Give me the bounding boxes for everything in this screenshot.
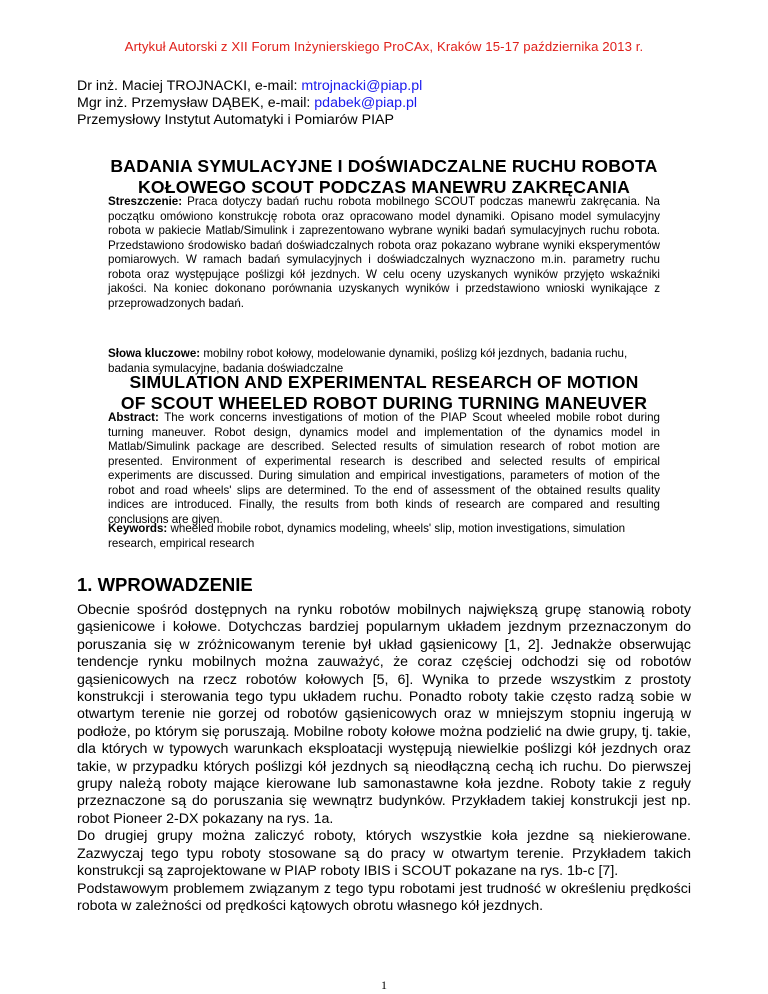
title-polish-line: KOŁOWEGO SCOUT PODCZAS MANEWRU ZAKRĘCANIA (137, 177, 630, 197)
title-english (80, 372, 688, 414)
keywords-english (108, 522, 660, 551)
body-paragraph: Obecnie spośród dostępnych na rynku robotów mobilnych największą grupę stanowią roboty gąsienicowe i kołowe. Dotychczas bardziej popularnym układem jezdnym przeznaczonym do poruszania się w zróżnicowanym terenie był układ gąsienicowy [1, 2]. Jednakże obserwując tendencje rynku mobilnych można zauważyć, że coraz częściej odchodzi się od robotów gąsienicowych na rzecz robotów kołowych [5, 6]. Wynika to przede wszystkim z prostoty konstrukcji i sterowania tego typu układem ruchu. Ponadto roboty takie często radzą sobie w otwartym terenie nie gorzej od robotów gąsienicowych oraz w mniejszym stopniu ingerują w podłoże, po którym się poruszają. Mobilne roboty kołowe można podzielić na dwie grupy, tj. takie, dla których w typowych warunkach eksploatacji występują niewielkie poślizgi kół jezdnych oraz takie, w przypadku których poślizgi kół jezdnych są nieodłączną cechą ich ruchu. Do pierwszej grupy należą roboty mające kierowane lub samonastawne koła jezdne. Roboty takie z reguły przeznaczone są do poruszania się wewnątrz budynków. Przykładem takiej konstrukcji jest np. robot Pioneer 2-DX pokazany na rys. 1a. (77, 602, 691, 827)
section-heading: 1. WPROWADZENIE (77, 574, 253, 595)
abstract-english-label: Abstract: (108, 411, 159, 424)
title-polish-line: BADANIA SYMULACYJNE I DOŚWIADCZALNE RUCHU ROBOTA (110, 156, 658, 176)
affiliation: Przemysłowy Instytut Automatyki i Pomiarów PIAP (77, 112, 394, 128)
keywords-polish-label: Słowa kluczowe: (108, 347, 201, 360)
author-name: Dr inż. Maciej TROJNACKI, e-mail: (77, 78, 302, 94)
author-line (77, 78, 422, 95)
conference-header: Artykuł Autorski z XII Forum Inżynierskiego ProCAx, Kraków 15-17 października 2013 r. (124, 39, 644, 54)
abstract-polish-text: Praca dotyczy badań ruchu robota mobilnego SCOUT podczas manewru zakręcania. Na początku omówiono konstrukcję robota oraz opracowano model dynamiki. Opisano model symulacyjny robota w pakiecie Matlab/Simulink i zaprezentowano wybrane wyniki badań symulacyjnych ruchu robota. Przedstawiono środowisko badań doświadczalnych robota oraz pokazano wybrane wyniki eksperymentów pomiarowych. W ramach badań symulacyjnych i doświadczalnych wyznaczono m.in. parametry ruchu robota oraz występujące poślizgi kół jezdnych. W celu oceny uzyskanych wyników przyjęto wskaźniki jakości. Na koniec dokonano porównania uzyskanych wyników i przedstawiono wnioski wynikające z przeprowadzonych badań. (108, 195, 660, 310)
abstract-polish-label: Streszczenie: (108, 195, 183, 208)
author-line (77, 95, 422, 112)
author-email-link[interactable]: pdabek@piap.pl (314, 95, 418, 111)
body-paragraph: Do drugiej grupy można zaliczyć roboty, których wszystkie koła jezdne są niekierowane. Zazwyczaj tego typu roboty stosowane są do pracy w otwartym terenie. Przykładem takich konstrukcji są zaprojektowane w PIAP roboty IBIS i SCOUT pokazane na rys. 1b-c [7]. (77, 828, 691, 880)
title-english-line: OF SCOUT WHEELED ROBOT DURING TURNING MANEUVER (120, 393, 648, 413)
title-polish (80, 156, 688, 198)
section-body (77, 602, 691, 915)
body-paragraph: Podstawowym problemem związanym z tego typu robotami jest trudność w określeniu prędkości robota w zależności od prędkości kątowych obrotu własnego kół jezdnych. (77, 880, 691, 914)
author-name: Mgr inż. Przemysław DĄBEK, e-mail: (77, 95, 315, 111)
abstract-polish (108, 195, 660, 311)
keywords-english-label: Keywords: (108, 522, 168, 535)
abstract-english (108, 411, 660, 527)
author-block (77, 78, 422, 129)
keywords-english-text: wheeled mobile robot, dynamics modeling, wheels' slip, motion investigations, simulation research, empirical research (108, 522, 626, 550)
page-number: 1 (381, 978, 387, 992)
author-email-link[interactable]: mtrojnacki@piap.pl (301, 78, 423, 94)
keywords-polish-text: mobilny robot kołowy, modelowanie dynamiki, poślizg kół jezdnych, badania ruchu, badania symulacyjne, badania doświadczalne (108, 347, 628, 375)
title-english-line: SIMULATION AND EXPERIMENTAL RESEARCH OF MOTION (129, 372, 639, 392)
abstract-english-text: The work concerns investigations of motion of the PIAP Scout wheeled mobile robot during turning maneuver. Robot design, dynamics model and implementation of the dynamics model in Matlab/Simulink package are described. Selected results of simulation research of robot motion are presented. Environment of experimental research is described and selected results of empirical experiments are discussed. During simulation and empirical investigations, parameters of motion of the robot and road wheels' slips are determined. To the end of assessment of the obtained results quality indices are introduced. Finally, the results from both kinds of research are compared and resulting conclusions are given. (108, 411, 660, 526)
